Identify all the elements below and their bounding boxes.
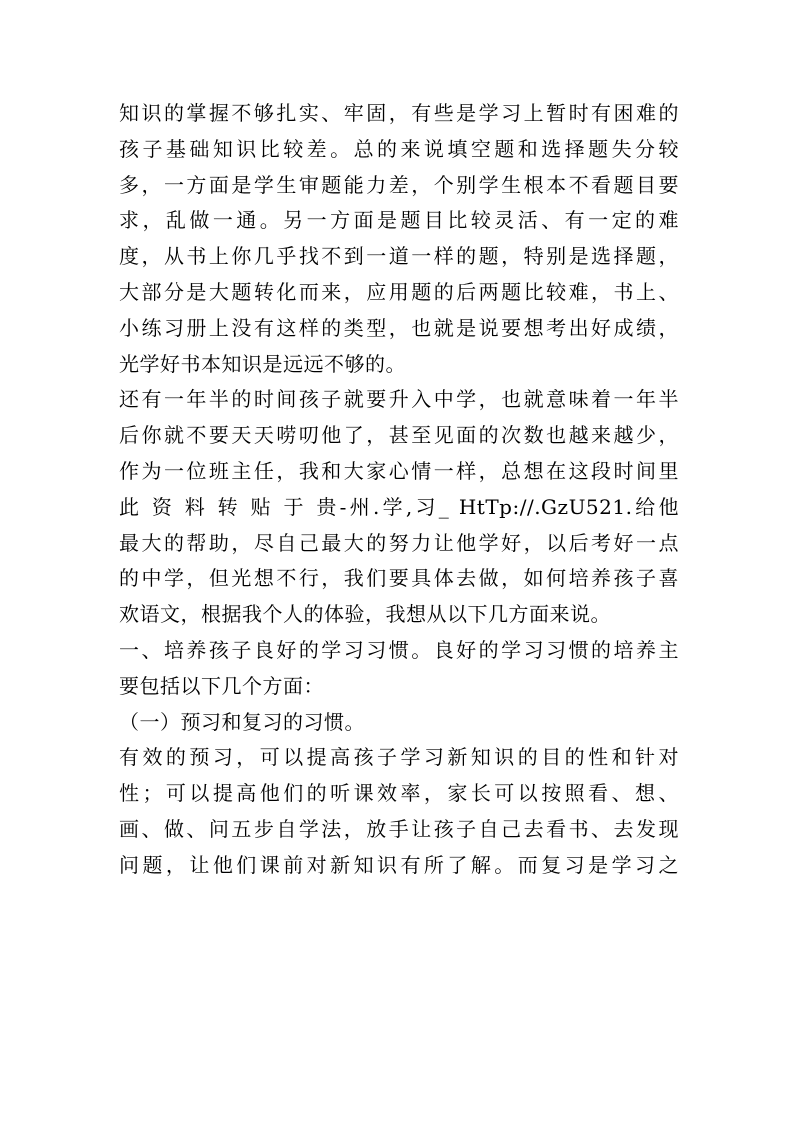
text-line: 要包括以下几个方面： xyxy=(119,673,324,698)
text-line: 度，从书上你几乎找不到一道一样的题，特别是选择题， xyxy=(119,244,679,269)
text-line: 欢语文，根据我个人的体验，我想从以下几方面来说。 xyxy=(119,602,611,627)
body-text xyxy=(119,96,679,884)
text-line: 求，乱做一通。另一方面是题目比较灵活、有一定的难 xyxy=(119,208,679,233)
text-line: 后你就不要天天唠叨他了，甚至见面的次数也越来越少， xyxy=(119,423,679,448)
text-line: 此 资 料 转 贴 于 贵-州.学,习_ HtTp://.GzU521.给他 xyxy=(119,494,679,519)
text-line: 小练习册上没有这样的类型，也就是说要想考出好成绩， xyxy=(119,315,679,340)
text-line: 孩子基础知识比较差。总的来说填空题和选择题失分较 xyxy=(119,136,679,161)
text-line: 有效的预习，可以提高孩子学习新知识的目的性和针对 xyxy=(119,745,679,770)
text-line: （一）预习和复习的习惯。 xyxy=(119,709,365,734)
text-line: 性；可以提高他们的听课效率，家长可以按照看、想、 xyxy=(119,781,679,806)
text-line: 知识的掌握不够扎实、牢固，有些是学习上暂时有困难的 xyxy=(119,101,679,125)
text-line: 一、培养孩子良好的学习习惯。良好的学习习惯的培养主 xyxy=(119,637,679,662)
text-line: 作为一位班主任，我和大家心情一样，总想在这段时间里 xyxy=(119,458,679,483)
text-line: 光学好书本知识是远远不够的。 xyxy=(119,351,406,376)
text-line: 最大的帮助，尽自己最大的努力让他学好，以后考好一点 xyxy=(119,530,679,555)
text-line: 大部分是大题转化而来，应用题的后两题比较难，书上、 xyxy=(119,279,679,304)
text-line: 的中学，但光想不行，我们要具体去做，如何培养孩子喜 xyxy=(119,566,679,591)
text-line: 多，一方面是学生审题能力差，个别学生根本不看题目要 xyxy=(119,172,679,197)
text-line: 问题，让他们课前对新知识有所了解。而复习是学习之 xyxy=(119,852,679,877)
text-line: 画、做、问五步自学法，放手让孩子自己去看书、去发现 xyxy=(119,816,679,841)
text-line: 还有一年半的时间孩子就要升入中学，也就意味着一年半 xyxy=(119,387,679,412)
